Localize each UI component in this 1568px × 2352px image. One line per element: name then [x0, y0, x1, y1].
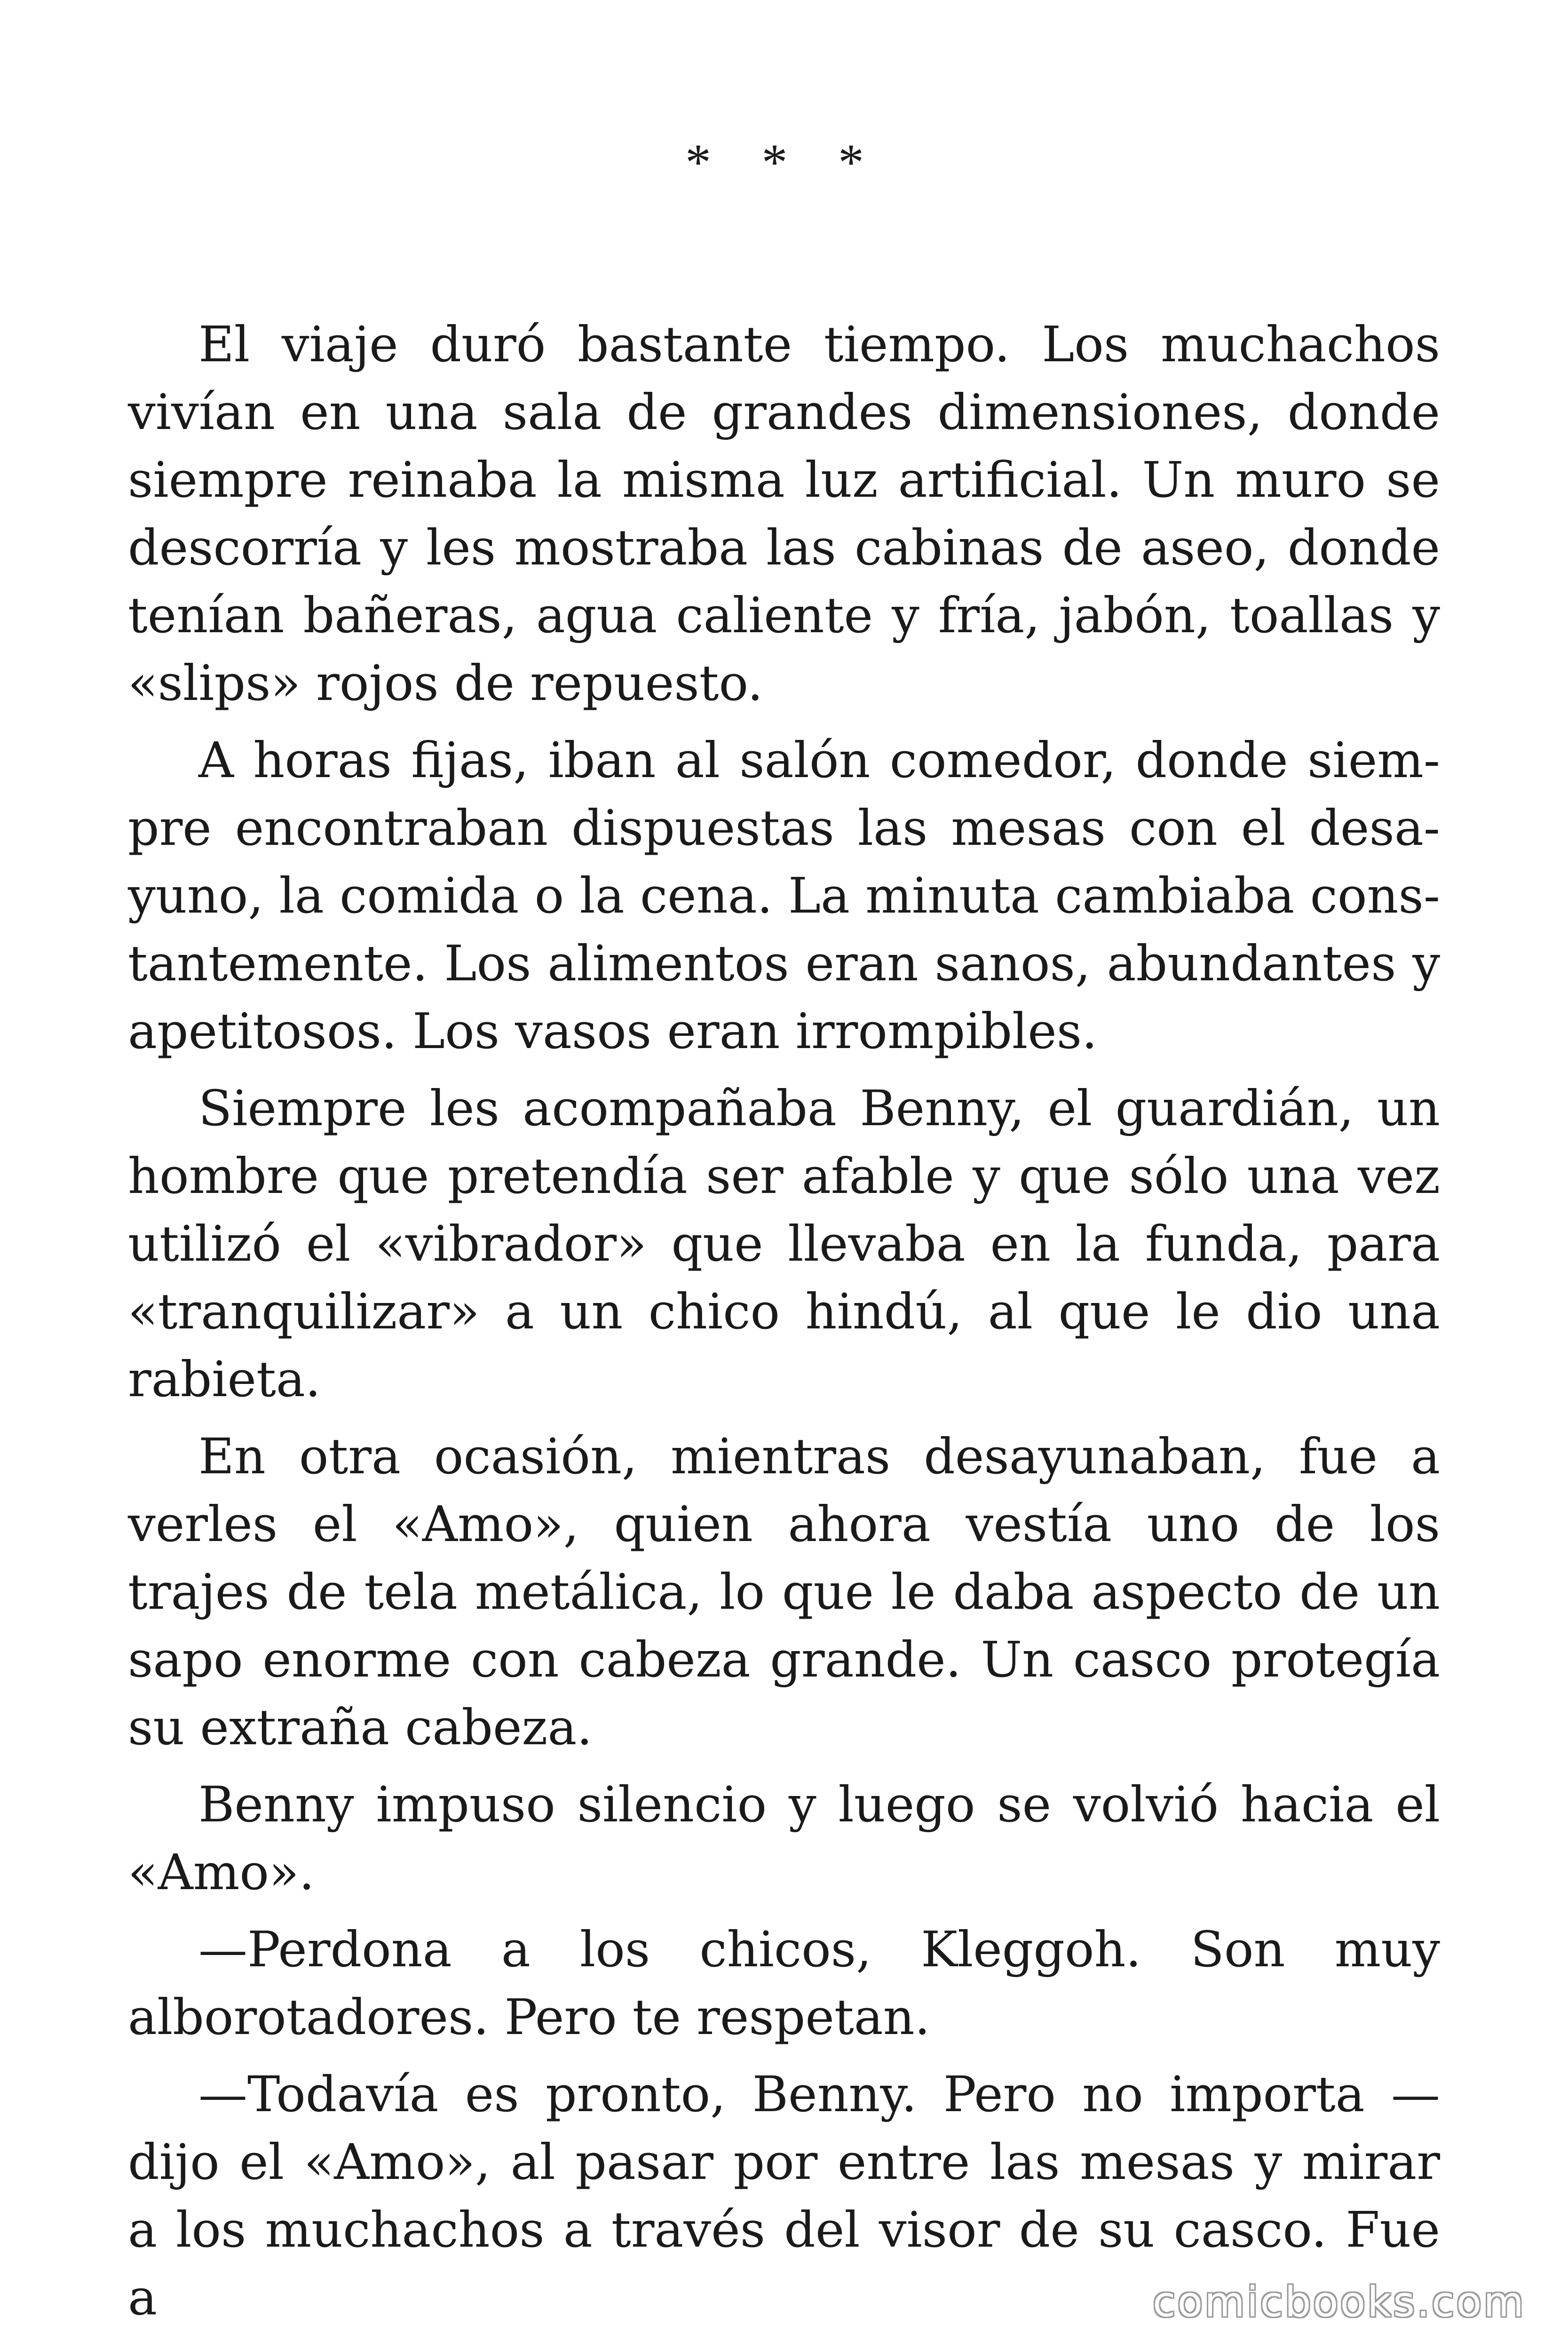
paragraph: El viaje duró bastante tiempo. Los muchachos vivían en una sala de grandes dimensiones, donde siempre reinaba la misma luz artificial. Un muro se descorría y les mostraba las cabinas de aseo, donde tenían bañeras, agua caliente y fría, jabón, toallas y «slips» rojos de repuesto.: [128, 316, 1440, 712]
paragraph: —Perdona a los chicos, Kleggoh. Son muy alborotadores. Pero te respetan.: [128, 1921, 1440, 2046]
body-text: [128, 310, 1440, 2341]
paragraph: Siempre les acompañaba Benny, el guardián, un hombre que pretendía ser afable y que sólo una vez utilizó el «vibrador» que llevaba en la funda, para «tranquilizar» a un chico hindú, al que le dio una rabieta.: [128, 1080, 1440, 1408]
section-separator: * * *: [685, 134, 883, 191]
watermark: comicbooks.com: [1152, 2278, 1526, 2326]
paragraph: Benny impuso silencio y luego se volvió hacia el «Amo».: [128, 1776, 1440, 1901]
paragraph: A horas fijas, iban al salón comedor, donde siempre encontraban dispuestas las mesas con el desayuno, la comida o la cena. La minuta cambiaba constantemente. Los alimentos eran sanos, abundantes y apetitosos. Los vasos eran irrompibles.: [128, 731, 1440, 1060]
paragraph: En otra ocasión, mientras desayunaban, fue a verles el «Amo», quien ahora vestía uno de los trajes de tela metálica, lo que le daba aspecto de un sapo enorme con cabeza grande. Un casco protegía su extraña cabeza.: [128, 1428, 1440, 1756]
paragraph: —Todavía es pronto, Benny. Pero no importa —dijo el «Amo», al pasar por entre las mesas y mirar a los muchachos a través del visor de su casco. Fue a: [128, 2066, 1440, 2326]
